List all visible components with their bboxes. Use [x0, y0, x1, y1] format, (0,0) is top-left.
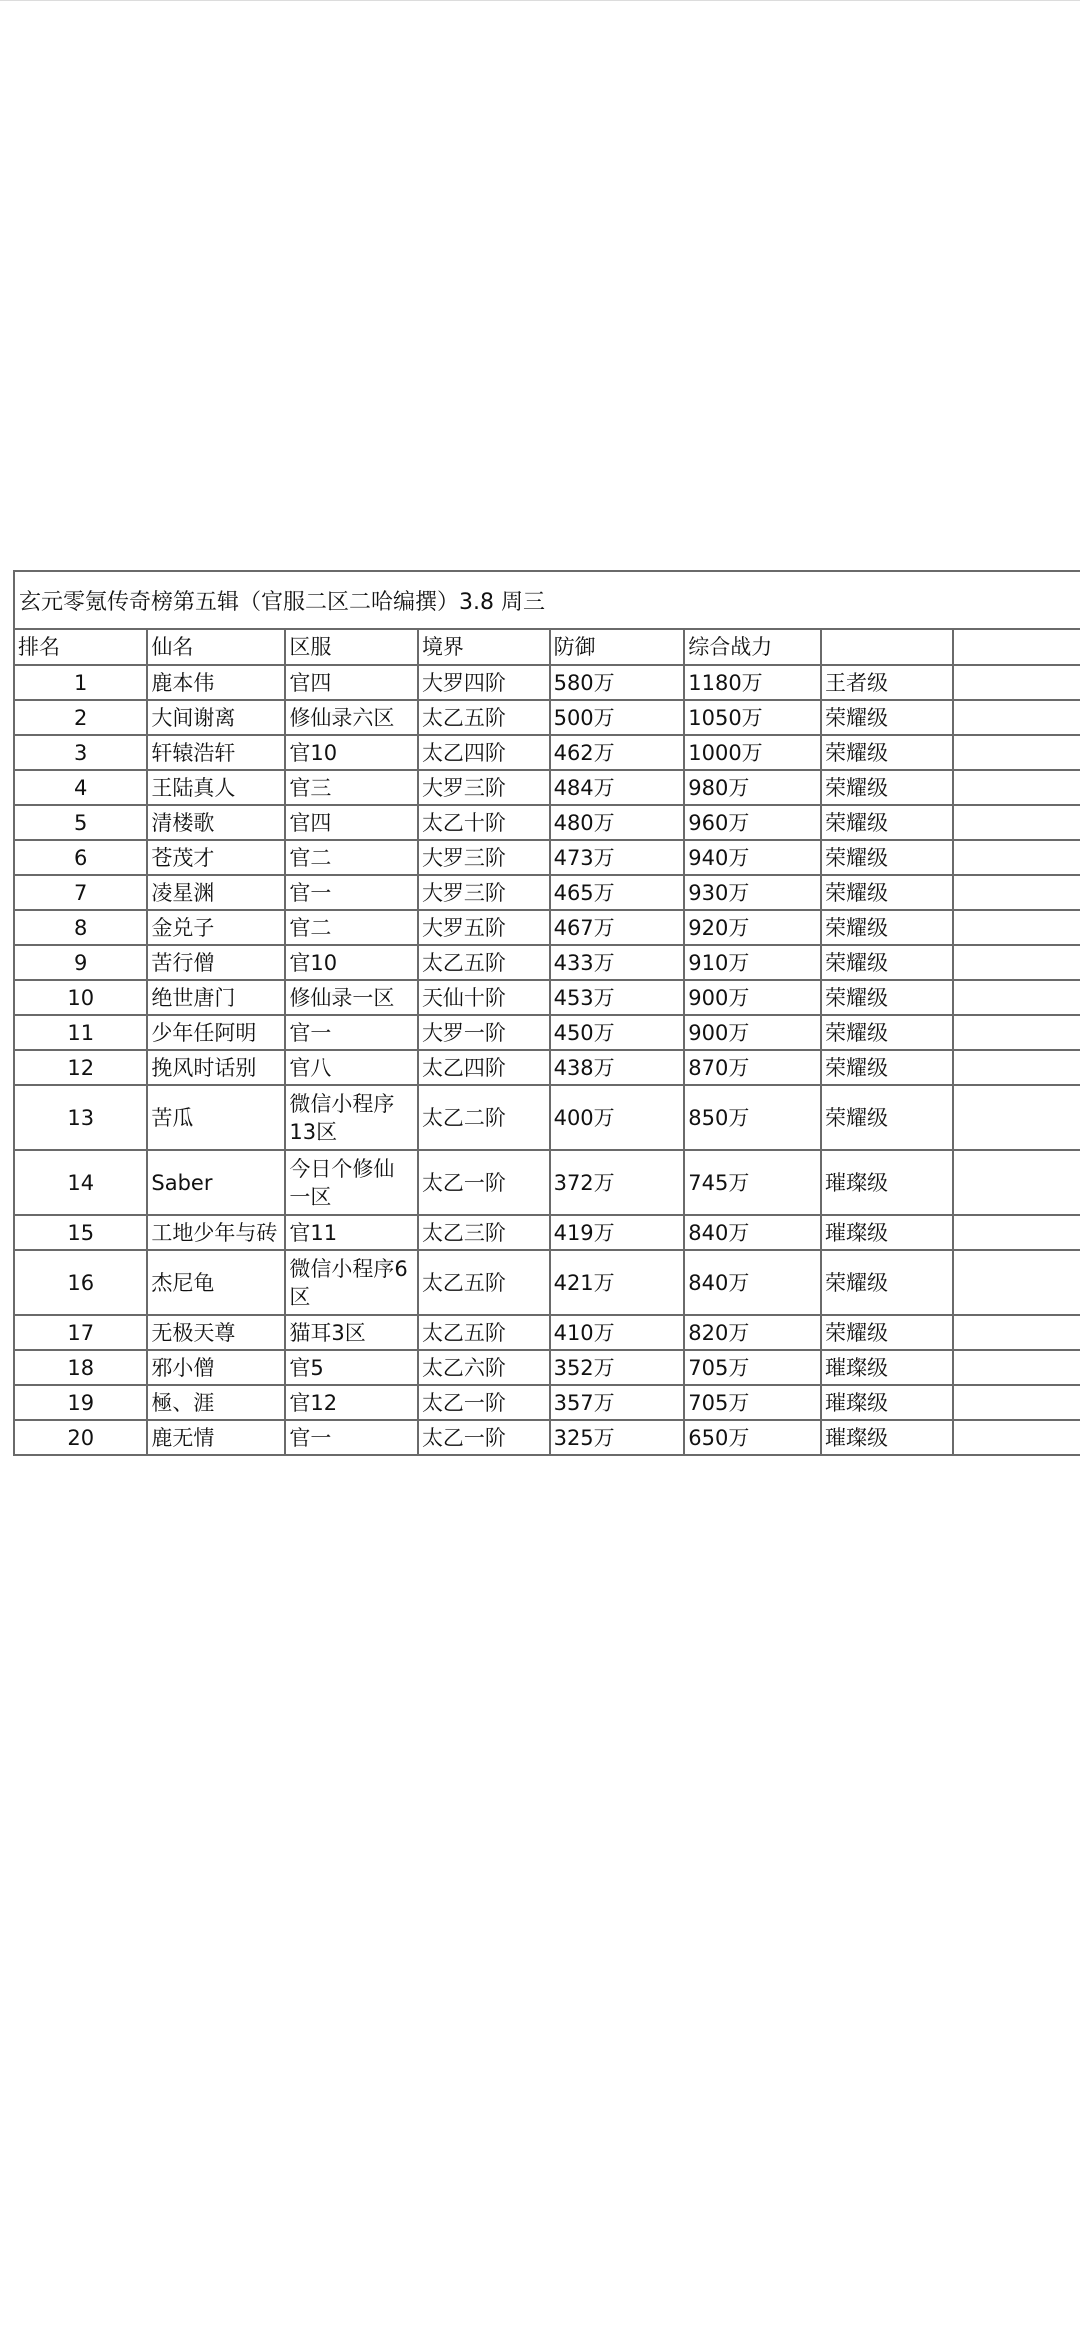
cell-power: 850万: [684, 1085, 821, 1150]
header-power: 综合战力: [684, 630, 821, 665]
cell-power: 900万: [684, 980, 821, 1015]
cell-name: 清楼歌: [147, 805, 285, 840]
cell-power: 745万: [684, 1150, 821, 1215]
cell-name: 邪小僧: [147, 1350, 285, 1385]
cell-realm: 太乙十阶: [418, 805, 550, 840]
cell-defense: 580万: [550, 665, 685, 700]
cell-defense: 400万: [550, 1085, 685, 1150]
cell-name: 杰尼龟: [147, 1250, 285, 1315]
header-defense: 防御: [550, 630, 685, 665]
cell-tier: 璀璨级: [821, 1350, 953, 1385]
cell-tier: 荣耀级: [821, 1015, 953, 1050]
table-row: [15, 1250, 1080, 1315]
cell-server: 修仙录六区: [285, 700, 418, 735]
cell-tier: 荣耀级: [821, 875, 953, 910]
table-row: [15, 805, 1080, 840]
table-row: [15, 665, 1080, 700]
table-row: [15, 1215, 1080, 1250]
cell-defense: 410万: [550, 1315, 685, 1350]
cell-power: 980万: [684, 770, 821, 805]
cell-name: 无极天尊: [147, 1315, 285, 1350]
cell-tier: 荣耀级: [821, 945, 953, 980]
cell-extra: [953, 910, 1080, 945]
table-row: [15, 1315, 1080, 1350]
cell-power: 870万: [684, 1050, 821, 1085]
cell-server: 官三: [285, 770, 418, 805]
cell-rank: 12: [15, 1050, 147, 1085]
cell-server: 官四: [285, 665, 418, 700]
cell-tier: 璀璨级: [821, 1420, 953, 1455]
cell-defense: 473万: [550, 840, 685, 875]
cell-rank: 9: [15, 945, 147, 980]
cell-rank: 6: [15, 840, 147, 875]
cell-defense: 325万: [550, 1420, 685, 1455]
cell-defense: 421万: [550, 1250, 685, 1315]
cell-defense: 352万: [550, 1350, 685, 1385]
table-row: [15, 1150, 1080, 1215]
cell-extra: [953, 1385, 1080, 1420]
cell-extra: [953, 1085, 1080, 1150]
cell-extra: [953, 700, 1080, 735]
cell-power: 920万: [684, 910, 821, 945]
cell-realm: 大罗三阶: [418, 875, 550, 910]
cell-extra: [953, 1215, 1080, 1250]
cell-server: 官10: [285, 945, 418, 980]
cell-rank: 16: [15, 1250, 147, 1315]
cell-power: 1000万: [684, 735, 821, 770]
cell-power: 820万: [684, 1315, 821, 1350]
cell-tier: 荣耀级: [821, 1315, 953, 1350]
cell-realm: 太乙六阶: [418, 1350, 550, 1385]
table-row: [15, 840, 1080, 875]
cell-rank: 15: [15, 1215, 147, 1250]
cell-rank: 19: [15, 1385, 147, 1420]
cell-realm: 太乙一阶: [418, 1150, 550, 1215]
cell-defense: 500万: [550, 700, 685, 735]
header-extra: [953, 630, 1080, 665]
cell-power: 840万: [684, 1250, 821, 1315]
table-row: [15, 1385, 1080, 1420]
cell-extra: [953, 1350, 1080, 1385]
cell-defense: 357万: [550, 1385, 685, 1420]
cell-rank: 1: [15, 665, 147, 700]
table-header: [15, 630, 1080, 665]
cell-name: 鹿无情: [147, 1420, 285, 1455]
cell-power: 650万: [684, 1420, 821, 1455]
cell-name: 绝世唐门: [147, 980, 285, 1015]
cell-realm: 大罗四阶: [418, 665, 550, 700]
cell-server: 修仙录一区: [285, 980, 418, 1015]
table-row: [15, 980, 1080, 1015]
cell-defense: 419万: [550, 1215, 685, 1250]
table-row: [15, 1350, 1080, 1385]
cell-server: 官八: [285, 1050, 418, 1085]
cell-server: 官二: [285, 840, 418, 875]
cell-name: 少年任阿明: [147, 1015, 285, 1050]
table-row: [15, 735, 1080, 770]
cell-name: 鹿本伟: [147, 665, 285, 700]
cell-name: 挽风时话别: [147, 1050, 285, 1085]
cell-rank: 8: [15, 910, 147, 945]
top-divider: [0, 0, 1080, 1]
cell-rank: 11: [15, 1015, 147, 1050]
cell-extra: [953, 770, 1080, 805]
cell-defense: 462万: [550, 735, 685, 770]
header-server: 区服: [285, 630, 418, 665]
cell-extra: [953, 1250, 1080, 1315]
cell-tier: 荣耀级: [821, 910, 953, 945]
cell-extra: [953, 1015, 1080, 1050]
ranking-sheet: [13, 570, 1080, 1456]
cell-name: 苦行僧: [147, 945, 285, 980]
cell-extra: [953, 1315, 1080, 1350]
table-row: [15, 910, 1080, 945]
cell-name: 苍茂才: [147, 840, 285, 875]
cell-realm: 太乙四阶: [418, 735, 550, 770]
cell-tier: 荣耀级: [821, 700, 953, 735]
cell-server: 官一: [285, 1420, 418, 1455]
cell-server: 官11: [285, 1215, 418, 1250]
table-row: [15, 1050, 1080, 1085]
cell-tier: 荣耀级: [821, 1250, 953, 1315]
cell-extra: [953, 805, 1080, 840]
cell-realm: 太乙五阶: [418, 1250, 550, 1315]
cell-realm: 太乙五阶: [418, 1315, 550, 1350]
cell-name: 凌星渊: [147, 875, 285, 910]
cell-realm: 大罗三阶: [418, 840, 550, 875]
table-row: [15, 875, 1080, 910]
cell-defense: 465万: [550, 875, 685, 910]
cell-realm: 天仙十阶: [418, 980, 550, 1015]
cell-rank: 17: [15, 1315, 147, 1350]
cell-realm: 大罗三阶: [418, 770, 550, 805]
cell-extra: [953, 945, 1080, 980]
cell-tier: 荣耀级: [821, 1085, 953, 1150]
table-row: [15, 945, 1080, 980]
cell-tier: 荣耀级: [821, 735, 953, 770]
cell-defense: 480万: [550, 805, 685, 840]
cell-tier: 璀璨级: [821, 1215, 953, 1250]
cell-server: 官10: [285, 735, 418, 770]
cell-defense: 450万: [550, 1015, 685, 1050]
cell-server: 猫耳3区: [285, 1315, 418, 1350]
cell-power: 705万: [684, 1385, 821, 1420]
cell-power: 940万: [684, 840, 821, 875]
cell-realm: 太乙二阶: [418, 1085, 550, 1150]
cell-power: 900万: [684, 1015, 821, 1050]
cell-server: 官12: [285, 1385, 418, 1420]
cell-realm: 太乙四阶: [418, 1050, 550, 1085]
cell-realm: 太乙五阶: [418, 700, 550, 735]
cell-power: 910万: [684, 945, 821, 980]
cell-tier: 荣耀级: [821, 980, 953, 1015]
table-row: [15, 1420, 1080, 1455]
cell-defense: 438万: [550, 1050, 685, 1085]
cell-name: 金兑子: [147, 910, 285, 945]
cell-power: 1180万: [684, 665, 821, 700]
sheet-title: 玄元零氪传奇榜第五辑（官服二区二哈编撰）3.8 周三: [15, 572, 1080, 630]
cell-extra: [953, 840, 1080, 875]
cell-rank: 20: [15, 1420, 147, 1455]
cell-power: 840万: [684, 1215, 821, 1250]
cell-realm: 太乙五阶: [418, 945, 550, 980]
cell-realm: 太乙一阶: [418, 1420, 550, 1455]
header-row: [15, 630, 1080, 665]
cell-extra: [953, 665, 1080, 700]
cell-tier: 荣耀级: [821, 805, 953, 840]
cell-power: 930万: [684, 875, 821, 910]
header-realm: 境界: [418, 630, 550, 665]
header-rank: 排名: [15, 630, 147, 665]
cell-name: 工地少年与砖: [147, 1215, 285, 1250]
cell-server: 微信小程序13区: [285, 1085, 418, 1150]
cell-defense: 433万: [550, 945, 685, 980]
cell-name: 王陆真人: [147, 770, 285, 805]
cell-defense: 372万: [550, 1150, 685, 1215]
cell-rank: 5: [15, 805, 147, 840]
cell-extra: [953, 735, 1080, 770]
cell-realm: 大罗五阶: [418, 910, 550, 945]
cell-name: 苦瓜: [147, 1085, 285, 1150]
table-row: [15, 700, 1080, 735]
header-name: 仙名: [147, 630, 285, 665]
cell-server: 官一: [285, 875, 418, 910]
cell-tier: 璀璨级: [821, 1385, 953, 1420]
cell-name: Saber: [147, 1150, 285, 1215]
cell-name: 大间谢离: [147, 700, 285, 735]
cell-server: 今日个修仙一区: [285, 1150, 418, 1215]
cell-rank: 4: [15, 770, 147, 805]
cell-rank: 18: [15, 1350, 147, 1385]
cell-defense: 453万: [550, 980, 685, 1015]
cell-rank: 10: [15, 980, 147, 1015]
cell-rank: 13: [15, 1085, 147, 1150]
cell-defense: 467万: [550, 910, 685, 945]
cell-server: 官四: [285, 805, 418, 840]
cell-realm: 大罗一阶: [418, 1015, 550, 1050]
cell-power: 705万: [684, 1350, 821, 1385]
cell-extra: [953, 1050, 1080, 1085]
cell-tier: 荣耀级: [821, 840, 953, 875]
table-row: [15, 1085, 1080, 1150]
cell-server: 官一: [285, 1015, 418, 1050]
header-tier: [821, 630, 953, 665]
table-body: [15, 665, 1080, 1455]
table-row: [15, 770, 1080, 805]
cell-rank: 3: [15, 735, 147, 770]
cell-server: 微信小程序6区: [285, 1250, 418, 1315]
cell-rank: 7: [15, 875, 147, 910]
table-row: [15, 1015, 1080, 1050]
cell-name: 轩辕浩轩: [147, 735, 285, 770]
cell-realm: 太乙一阶: [418, 1385, 550, 1420]
cell-server: 官二: [285, 910, 418, 945]
cell-extra: [953, 1150, 1080, 1215]
cell-extra: [953, 980, 1080, 1015]
cell-name: 極、涯: [147, 1385, 285, 1420]
cell-tier: 王者级: [821, 665, 953, 700]
cell-rank: 14: [15, 1150, 147, 1215]
cell-tier: 璀璨级: [821, 1150, 953, 1215]
ranking-table: [15, 630, 1080, 1456]
cell-extra: [953, 875, 1080, 910]
cell-realm: 太乙三阶: [418, 1215, 550, 1250]
cell-tier: 荣耀级: [821, 1050, 953, 1085]
cell-defense: 484万: [550, 770, 685, 805]
cell-extra: [953, 1420, 1080, 1455]
cell-tier: 荣耀级: [821, 770, 953, 805]
cell-rank: 2: [15, 700, 147, 735]
cell-power: 1050万: [684, 700, 821, 735]
cell-server: 官5: [285, 1350, 418, 1385]
cell-power: 960万: [684, 805, 821, 840]
